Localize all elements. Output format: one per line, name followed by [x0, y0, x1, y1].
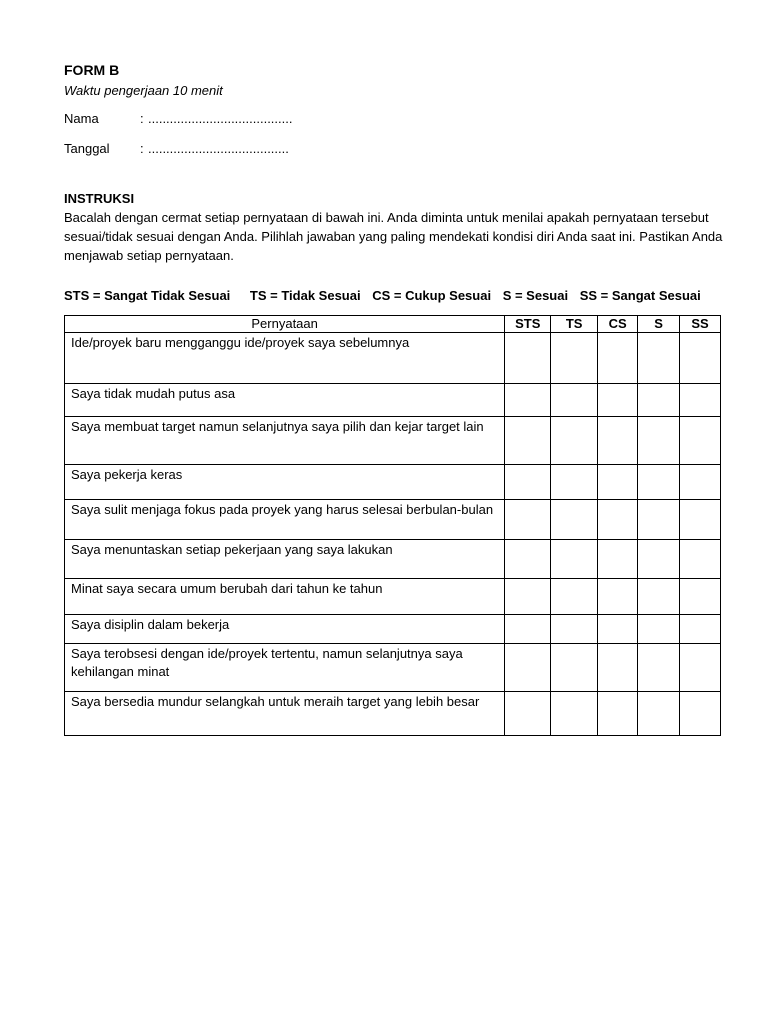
table-row [65, 465, 721, 500]
answer-cell-ss[interactable] [680, 579, 721, 615]
statement-cell: Saya membuat target namun selanjutnya saya pilih dan kejar target lain [65, 417, 505, 465]
table-row [65, 500, 721, 540]
answer-cell-sts[interactable] [505, 417, 551, 465]
header-sts: STS [505, 316, 551, 333]
form-page [64, 60, 724, 736]
legend-s: S = Sesuai [502, 288, 569, 303]
answer-cell-s[interactable] [638, 615, 680, 644]
answer-cell-s[interactable] [638, 384, 680, 417]
table-row [65, 579, 721, 615]
instructions-text: Bacalah dengan cermat setiap pernyataan di bawah ini. Anda diminta untuk menilai apakah pernyataan tersebut sesuai/tidak sesuai dengan Anda. Pilihlah jawaban yang paling mendekati kondisi diri Anda saat ini. Pastikan Anda menjawab setiap pernyataan. [64, 210, 723, 263]
answer-cell-ss[interactable] [680, 465, 721, 500]
answer-cell-cs[interactable] [598, 384, 638, 417]
field-colon-tanggal: : [140, 141, 144, 156]
answer-cell-ts[interactable] [551, 615, 598, 644]
answer-cell-cs[interactable] [598, 692, 638, 736]
table-row [65, 644, 721, 692]
answer-cell-sts[interactable] [505, 500, 551, 540]
field-value-tanggal[interactable]: ....................................... [148, 141, 289, 156]
answer-cell-ss[interactable] [680, 692, 721, 736]
table-row [65, 540, 721, 579]
header-ss: SS [680, 316, 721, 333]
header-s: S [638, 316, 680, 333]
answer-cell-ts[interactable] [551, 384, 598, 417]
answer-cell-s[interactable] [638, 465, 680, 500]
field-value-nama[interactable]: ........................................ [148, 111, 293, 126]
statement-cell: Saya disiplin dalam bekerja [65, 615, 505, 644]
statement-cell: Minat saya secara umum berubah dari tahun ke tahun [65, 579, 505, 615]
instructions-heading: INSTRUKSI [64, 191, 135, 206]
answer-cell-sts[interactable] [505, 540, 551, 579]
answer-cell-cs[interactable] [598, 615, 638, 644]
answer-cell-s[interactable] [638, 500, 680, 540]
answer-cell-s[interactable] [638, 417, 680, 465]
questionnaire-table [64, 315, 721, 736]
answer-cell-s[interactable] [638, 579, 680, 615]
answer-cell-sts[interactable] [505, 692, 551, 736]
answer-cell-s[interactable] [638, 644, 680, 692]
table-row [65, 333, 721, 384]
form-subtitle: Waktu pengerjaan 10 menit [64, 83, 223, 98]
legend-sts: STS = Sangat Tidak Sesuai [64, 288, 231, 303]
field-colon-nama: : [140, 111, 144, 126]
answer-cell-ts[interactable] [551, 500, 598, 540]
field-tanggal [64, 140, 724, 158]
answer-cell-sts[interactable] [505, 644, 551, 692]
answer-legend [64, 287, 724, 305]
header-ts: TS [551, 316, 598, 333]
header-pernyataan: Pernyataan [65, 316, 505, 333]
form-title: FORM B [64, 62, 120, 78]
answer-cell-sts[interactable] [505, 615, 551, 644]
legend-ss: SS = Sangat Sesuai [579, 288, 701, 303]
answer-cell-cs[interactable] [598, 333, 638, 384]
answer-cell-cs[interactable] [598, 500, 638, 540]
answer-cell-sts[interactable] [505, 384, 551, 417]
answer-cell-sts[interactable] [505, 579, 551, 615]
answer-cell-ts[interactable] [551, 540, 598, 579]
answer-cell-ss[interactable] [680, 500, 721, 540]
answer-cell-cs[interactable] [598, 579, 638, 615]
legend-ts: TS = Tidak Sesuai [249, 288, 361, 303]
statement-cell: Saya bersedia mundur selangkah untuk meraih target yang lebih besar [65, 692, 505, 736]
statement-cell: Ide/proyek baru mengganggu ide/proyek saya sebelumnya [65, 333, 505, 384]
answer-cell-cs[interactable] [598, 417, 638, 465]
answer-cell-ss[interactable] [680, 540, 721, 579]
answer-cell-cs[interactable] [598, 644, 638, 692]
answer-cell-cs[interactable] [598, 465, 638, 500]
answer-cell-s[interactable] [638, 540, 680, 579]
statement-cell: Saya pekerja keras [65, 465, 505, 500]
table-row [65, 692, 721, 736]
table-row [65, 384, 721, 417]
answer-cell-ts[interactable] [551, 417, 598, 465]
answer-cell-ts[interactable] [551, 333, 598, 384]
answer-cell-ts[interactable] [551, 692, 598, 736]
field-nama [64, 110, 724, 128]
answer-cell-ss[interactable] [680, 384, 721, 417]
statement-cell: Saya tidak mudah putus asa [65, 384, 505, 417]
answer-cell-cs[interactable] [598, 540, 638, 579]
answer-cell-ss[interactable] [680, 615, 721, 644]
answer-cell-s[interactable] [638, 692, 680, 736]
answer-cell-ts[interactable] [551, 465, 598, 500]
statement-cell: Saya sulit menjaga fokus pada proyek yang harus selesai berbulan-bulan [65, 500, 505, 540]
header-cs: CS [598, 316, 638, 333]
answer-cell-ts[interactable] [551, 579, 598, 615]
answer-cell-sts[interactable] [505, 465, 551, 500]
field-label-tanggal: Tanggal [64, 141, 110, 156]
table-row [65, 417, 721, 465]
answer-cell-ss[interactable] [680, 333, 721, 384]
answer-cell-s[interactable] [638, 333, 680, 384]
table-header-row [65, 316, 721, 333]
answer-cell-ts[interactable] [551, 644, 598, 692]
field-label-nama: Nama [64, 111, 99, 126]
legend-cs: CS = Cukup Sesuai [372, 288, 492, 303]
statement-cell: Saya terobsesi dengan ide/proyek tertentu, namun selanjutnya saya kehilangan minat [65, 644, 505, 692]
table-row [65, 615, 721, 644]
answer-cell-ss[interactable] [680, 644, 721, 692]
statement-cell: Saya menuntaskan setiap pekerjaan yang saya lakukan [65, 540, 505, 579]
answer-cell-ss[interactable] [680, 417, 721, 465]
answer-cell-sts[interactable] [505, 333, 551, 384]
